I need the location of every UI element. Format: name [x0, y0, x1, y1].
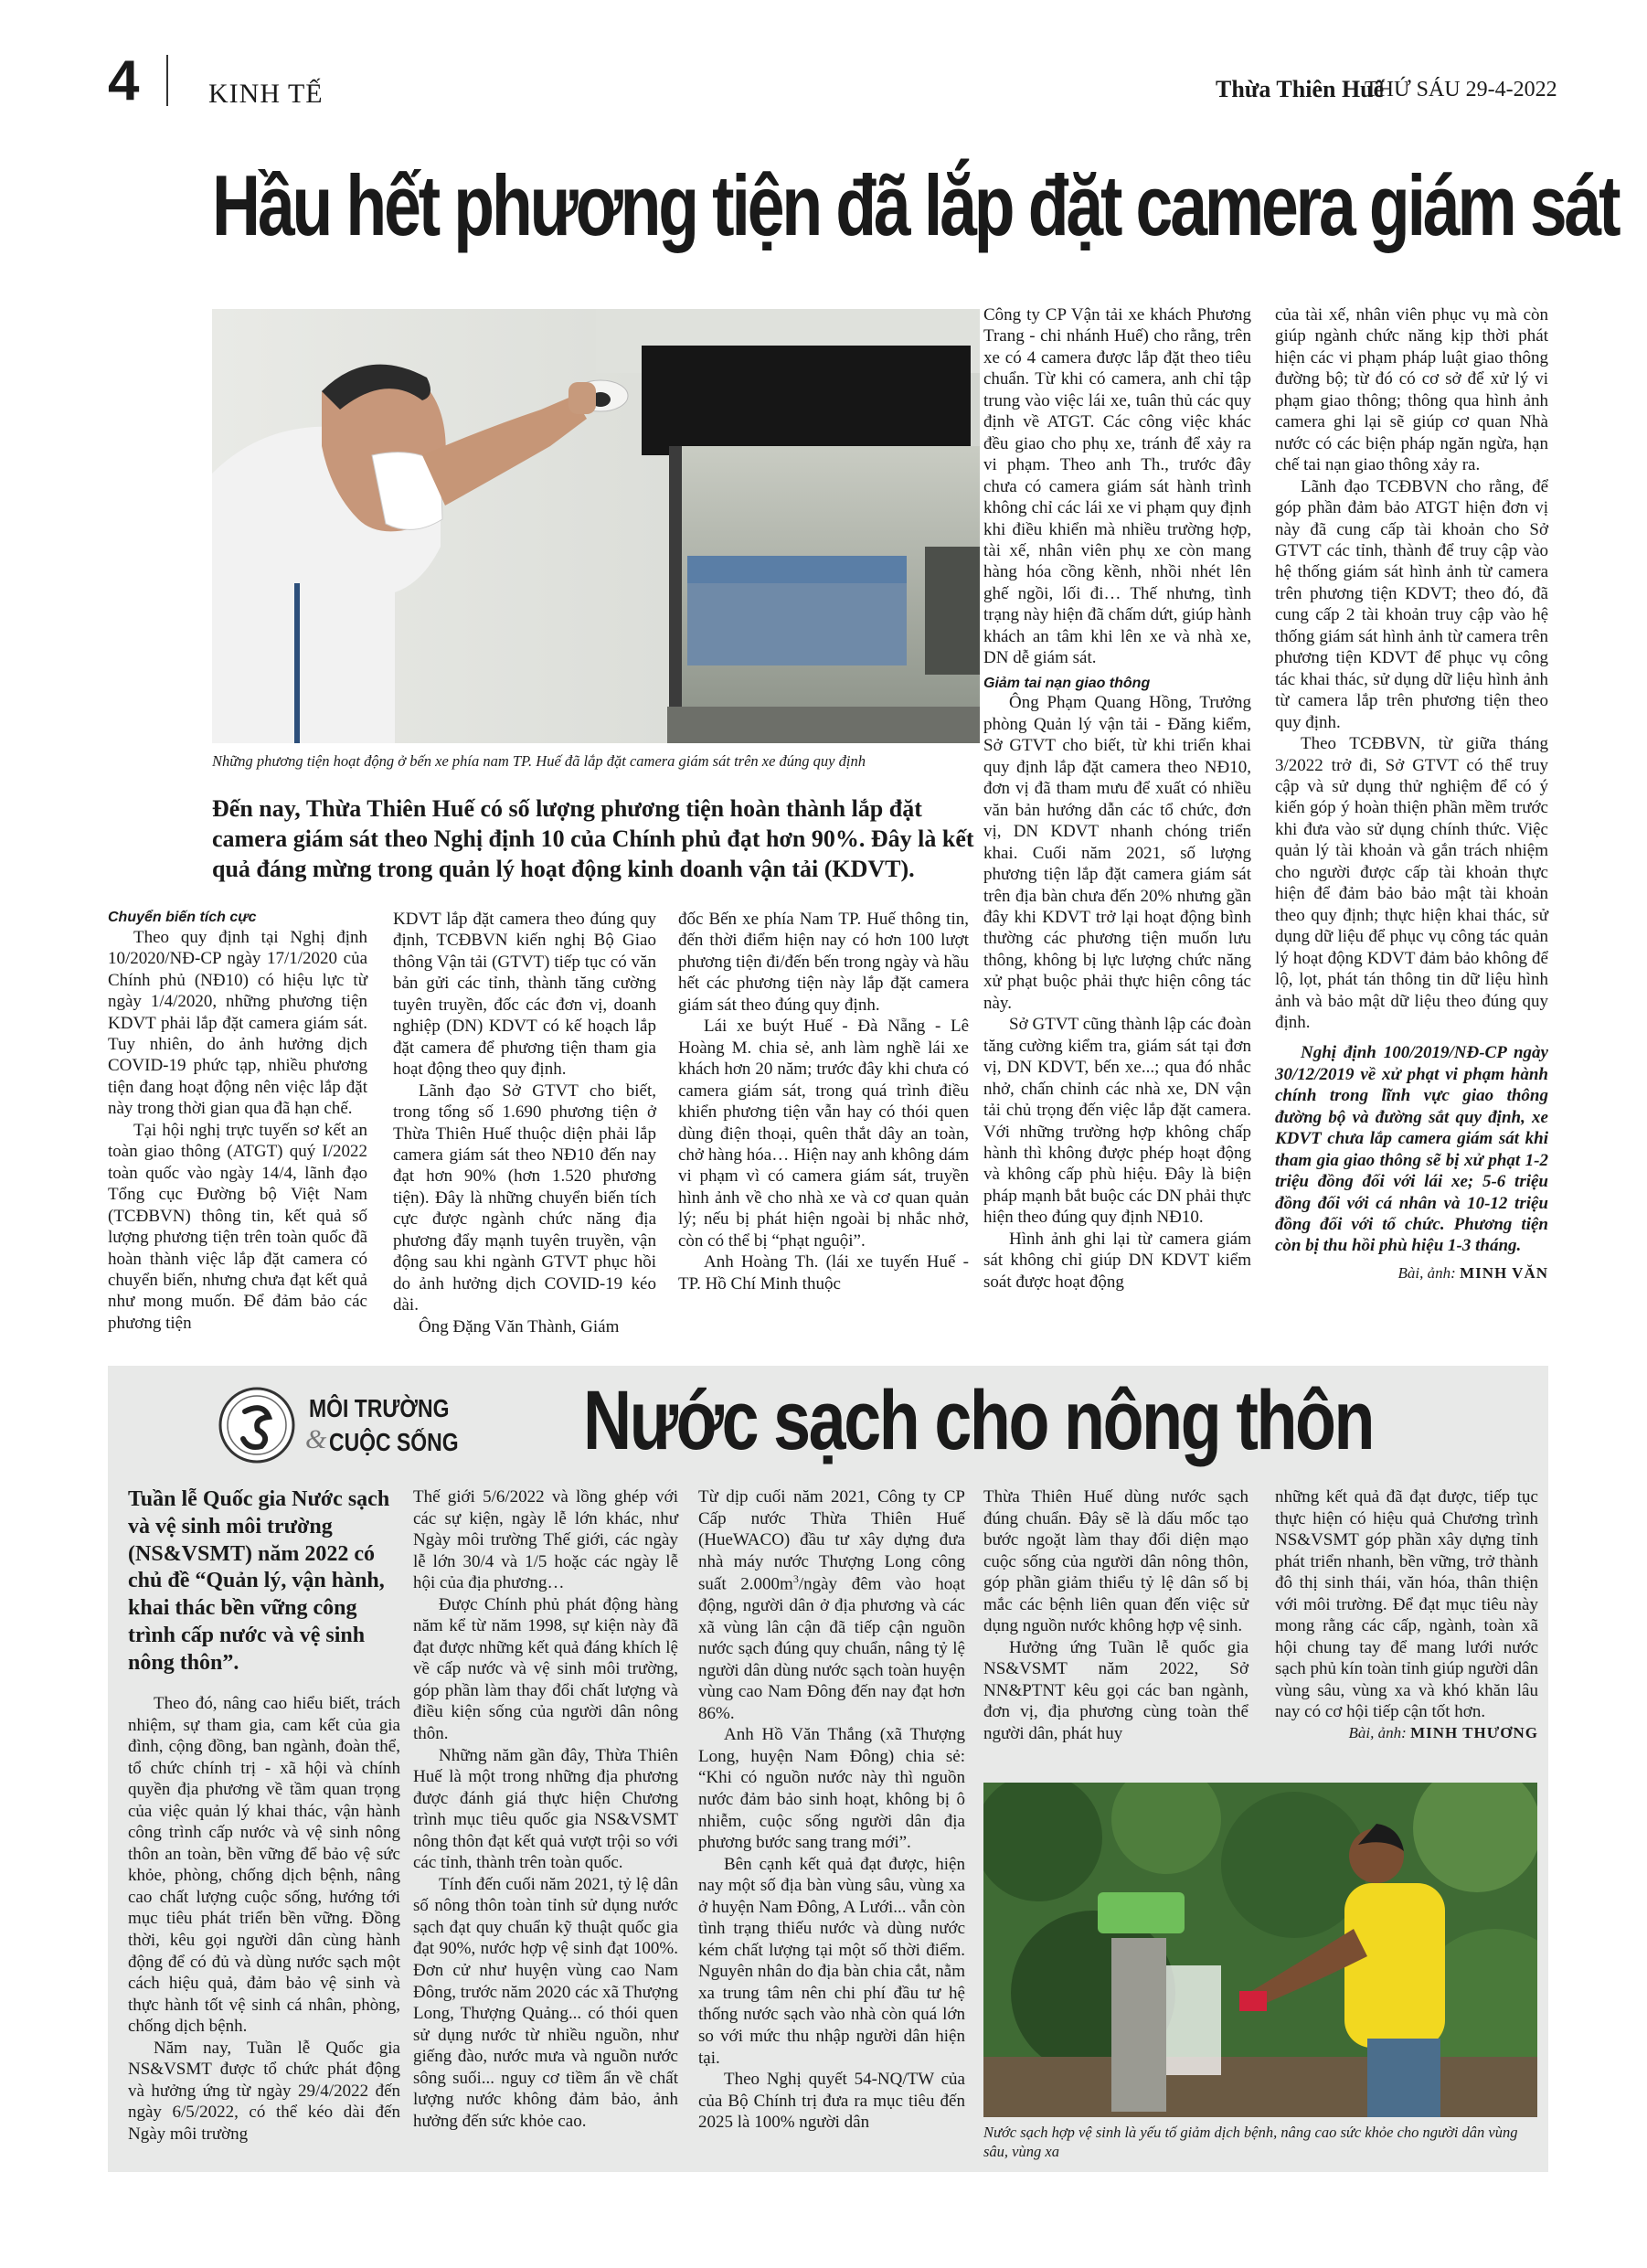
article2-headline: Nước sạch cho nông thôn: [583, 1374, 1374, 1467]
page-number: 4: [108, 49, 140, 112]
paragraph: Thừa Thiên Huế dùng nước sạch đúng chuẩn. Đây sẽ là dấu mốc tạo bước ngoặt làm thay đổi diện mạo cuộc sống của người dân nông thôn, góp phần giảm thiểu tỷ lệ dân số bị mắc các bệnh liên quan đến việc sử dụng nguồn nước không hợp vệ sinh.: [983, 1487, 1249, 1636]
logo-ampersand: &: [305, 1424, 327, 1454]
article2-sapo: Tuần lễ Quốc gia Nước sạch và vệ sinh môi trường (NS&VSMT) năm 2022 có chủ đề “Quản lý, vận hành, khai thác bền vững công trình cấp nước và vệ sinh nông thôn”.: [128, 1487, 390, 1675]
paragraph: những kết quả đã đạt được, tiếp tục thực hiện có hiệu quả Chương trình NS&VSMT góp phần xây dựng tỉnh phát triển nhanh, bền vững, trở thành đô thị sinh thái, văn hóa, thân thiện với môi trường. Để đạt mục tiêu này mong rằng các cấp, ngành, toàn xã hội chung tay để mang lưới nước sạch phủ kín toàn tỉnh giúp người dân vùng sâu, vùng xa và khó khăn lâu nay có cơ hội tiếp cận tốt hơn.: [1275, 1487, 1538, 1722]
paragraph: Được Chính phủ phát động hàng năm kể từ năm 1998, sự kiện này đã đạt được những kết quả đáng khích lệ về cấp nước và vệ sinh môi trường, góp phần làm thay đổi chất lượng và điều kiện sống của người dân nông thôn.: [413, 1594, 678, 1744]
section-subhead: Chuyển biến tích cực: [108, 910, 257, 925]
paragraph: Theo TCĐBVN, từ giữa tháng 3/2022 trở đi, Sở GTVT có thể truy cập và sử dụng thử nghiệm để có ý kiến góp ý hoàn thiện phần mềm trước khi đưa vào sử dụng chính thức. Việc quản lý tài khoản và gắn trách nhiệm cho người được cấp tài khoản thực hiện để đảm bảo bảo mật tài khoản theo quy định; thực hiện khai thác, sử dụng dữ liệu để phục vụ công tác quản lý hoạt động KDVT đảm bảo không để lộ, lọt, phát tán thông tin dữ liệu hình ảnh và bảo mật dữ liệu theo đúng quy định.: [1275, 734, 1548, 1032]
paragraph: Anh Hồ Văn Thắng (xã Thượng Long, huyện Nam Đông) chia sẻ: “Khi có nguồn nước này thì nguồn nước đảm bảo sinh hoạt, không bị ô nhiễm, cuộc sống người dân địa phương bước sang trang mới”.: [698, 1725, 965, 1853]
paragraph-part: Từ dịp cuối năm 2021, Công ty CP Cấp nước Thừa Thiên Huế (HueWACO) đầu tư xây dựng đưa nhà máy nước Thượng Long công suất 2.000m: [698, 1487, 965, 1594]
article-column-4: [983, 304, 1251, 1293]
article2-column-4: [983, 1486, 1249, 1745]
paragraph: KDVT lắp đặt camera theo đúng quy định, TCĐBVN kiến nghị Bộ Giao thông Vận tải (GTVT) tiếp tục có văn bản gửi các tỉnh, thành tăng cường tuyên truyền, đốc các đơn vị, doanh nghiệp (DN) KDVT có kế hoạch lắp đặt camera để phương tiện tham gia hoạt động theo quy định.: [393, 910, 656, 1080]
logo-text-life: CUỘC SỐNG: [329, 1428, 459, 1456]
paragraph: Sở GTVT cũng thành lập các đoàn tăng cường kiểm tra, giám sát tại đơn vị, DN KDVT, bến xe...; qua đó nhắc nhở, chấn chỉnh các nhà xe, DN vận tải chủ trọng đến việc lắp đặt camera. Với những trường hợp không chấp hành thì không được phép hoạt động và không cấp phù hiệu. Đây là biện pháp mạnh bắt buộc các DN phải thực hiện theo đúng quy định NĐ10.: [983, 1015, 1251, 1228]
paragraph: Tính đến cuối năm 2021, tỷ lệ dân số nông thôn toàn tỉnh sử dụng nước sạch đạt quy chuẩn kỹ thuật quốc gia đạt 90%, nước hợp vệ sinh đạt 100%. Đơn cử như huyện vùng cao Nam Đông, trước năm 2020 các xã Thượng Long, Thượng Quảng... có thói quen sử dụng nước từ nhiều nguồn, như giếng đào, nước mưa và nguồn nước sông suối... nguy cơ tiềm ẩn về chất lượng nước không đảm bảo, ảnh hưởng đến sức khỏe cao.: [413, 1874, 678, 2131]
legal-note: Nghị định 100/2019/NĐ-CP ngày 30/12/2019 về xử phạt vi phạm hành chính trong lĩnh vực giao thông đường bộ và đường sắt quy định, xe KDVT chưa lắp camera giám sát khi tham gia giao thông sẽ bị xử phạt 1-2 triệu đồng đối với lái xe; 5-6 triệu đồng đối với cá nhân và 10-12 triệu đồng đối với tổ chức. Phương tiện còn bị thu hồi phù hiệu 1-3 tháng.: [1275, 1043, 1548, 1256]
paragraph: Ông Đặng Văn Thành, Giám: [419, 1316, 620, 1336]
paragraph: Ông Phạm Quang Hồng, Trưởng phòng Quản lý vận tải - Đăng kiểm, Sở GTVT cho biết, từ khi triển khai quy định lắp đặt camera theo NĐ10, đơn vị đã tham mưu để xuất có nhiều văn bản hướng dẫn các tổ chức, đơn vị, DN KDVT nhanh chóng triển khai. Cuối năm 2021, số lượng phương tiện lắp đặt camera giám sát trên địa bàn chưa đến 20% nhưng gần đây khi KDVT trở lại hoạt động bình thường các phương tiện muốn lưu thông, không bị lực lượng chức năng xử phạt buộc phải thực hiện công tác này.: [983, 693, 1251, 1013]
byline: [1275, 1723, 1538, 1742]
paragraph: Tại hội nghị trực tuyến sơ kết an toàn giao thông (ATGT) quý I/2022 toàn quốc vào ngày 14/4, lãnh đạo Tổng cục Đường bộ Việt Nam (TCĐBVN) thông tin, kết quả số lượng phương tiện trên toàn quốc đã hoàn thành việc lắp đặt camera có chuyển biến, nhưng chưa đạt kết quả như mong muốn. Để đảm bảo các phương tiện: [108, 1120, 367, 1333]
byline-author: MINH VĂN: [1460, 1263, 1548, 1282]
bus-camera-photo: [212, 309, 980, 743]
publication-name: Thừa Thiên Huế: [1216, 76, 1385, 102]
paragraph: Hưởng ứng Tuần lễ quốc gia NS&VSMT năm 2022, Sở NN&PTNT kêu gọi các ban ngành, đơn vị, địa phương cùng toàn thể người dân, phát huy: [983, 1637, 1249, 1744]
article-headline: Hầu hết phương tiện đã lắp đặt camera giám sát: [212, 157, 1619, 253]
paragraph: Theo Nghị quyết 54-NQ/TW của của Bộ Chính trị đưa ra mục tiêu đến 2025 là 100% người dân: [698, 2070, 965, 2133]
article-column-5: [1275, 304, 1548, 1283]
paragraph: Anh Hoàng Th. (lái xe tuyến Huế - TP. Hồ Chí Minh thuộc: [678, 1252, 969, 1294]
article-column-3: [678, 909, 969, 1294]
paragraph: Theo đó, nâng cao hiểu biết, trách nhiệm, sự tham gia, cam kết của gia đình, cộng đồng, ban ngành, đoàn thể, tổ chức chính trị - xã hội và chính quyền địa phương về tầm quan trọng của việc quản lý khai thác, vận hành công trình cấp nước và vệ sinh nông thôn an toàn, bền vững để bảo vệ sức khỏe, phòng, chống dịch bệnh, nâng cao chất lượng cuộc sống, hướng tới mục tiêu phát triển bền vững. Đồng thời, kêu gọi người dân cùng hành động để có đủ và dùng nước sạch một cách hiệu quả, đảm bảo vệ sinh và thực hành tốt vệ sinh cá nhân, phòng, chống dịch bệnh.: [128, 1694, 400, 2037]
byline-prefix: Bài, ảnh:: [1397, 1263, 1456, 1282]
article2-column-2: [413, 1486, 678, 2132]
article2-column-5: [1275, 1486, 1538, 1742]
water-tap-photo: [983, 1783, 1537, 2117]
paragraph: Theo quy định tại Nghị định 10/2020/NĐ-CP ngày 17/1/2020 của Chính phủ (NĐ10) có hiệu lực từ ngày 1/4/2020, những phương tiện KDVT phải lắp đặt camera giám sát. Tuy nhiên, do ảnh hưởng dịch COVID-19 phức tạp, nhiều phương tiện đang hoạt động nên việc lắp đặt này trong thời gian qua đã hạn chế.: [108, 927, 367, 1119]
paragraph: Lãnh đạo TCĐBVN cho rằng, để góp phần đảm bảo ATGT hiện đơn vị này đã cung cấp tài khoản cho Sở GTVT các tỉnh, thành để truy cập vào hệ thống giám sát hình ảnh từ camera trên phương tiện KDVT; theo đó, đã cung cấp 2 tài khoản truy cập vào hệ thống giám sát hình ảnh từ camera trên phương tiện KDVT để phục vụ công tác khai thác, sử dụng dữ liệu hình ảnh từ camera lắp trên phương tiện theo quy định.: [1275, 476, 1548, 732]
byline: [1275, 1264, 1548, 1283]
byline-prefix: Bài, ảnh:: [1348, 1724, 1407, 1742]
paragraph: [698, 1486, 965, 1724]
issue-date: THỨ SÁU 29-4-2022: [1365, 78, 1557, 101]
superscript: 3: [792, 1572, 799, 1586]
section-subhead: Giảm tai nạn giao thông: [983, 675, 1151, 691]
paragraph-part: /ngày đêm vào hoạt động, người dân ở địa phương và các xã vùng lân cận đã tiếp cận nguồn nước sạch đúng quy chuẩn, nâng tỷ lệ người dân dùng nước sạch toàn huyện vùng cao Nam Đông đến nay đạt hơn 86%.: [698, 1574, 965, 1723]
paragraph: Hình ảnh ghi lại từ camera giám sát không chỉ giúp DN KDVT kiểm soát được hoạt động: [983, 1229, 1251, 1292]
paragraph: Năm nay, Tuần lễ Quốc gia NS&VSMT được tổ chức phát động và hưởng ứng từ ngày 29/4/2022 đến ngày 6/5/2022, có thể kéo dài đến Ngày môi trường: [128, 2038, 400, 2144]
photo-caption-2: Nước sạch hợp vệ sinh là yếu tố giảm dịch bệnh, nâng cao sức khỏe cho người dân vùng sâu, vùng xa: [983, 2124, 1518, 2161]
photo-caption: Những phương tiện hoạt động ở bến xe phía nam TP. Huế đã lắp đặt camera giám sát trên xe đúng quy định: [212, 752, 866, 770]
environment-logo-icon: [218, 1386, 296, 1464]
article-column-1: [108, 909, 367, 1334]
paragraph: đốc Bến xe phía Nam TP. Huế thông tin, đến thời điểm hiện nay có hơn 100 lượt phương tiện đi/đến bến trong ngày và hầu hết các phương tiện này lắp đặt camera giám sát theo đúng quy định.: [678, 910, 969, 1015]
paragraph: Lãnh đạo Sở GTVT cho biết, trong tổng số 1.690 phương tiện ở Thừa Thiên Huế thuộc diện phải lắp camera giám sát theo NĐ10 đến nay đạt hơn 90% (hơn 1.520 phương tiện). Đây là những chuyển biến tích cực được ngành chức năng địa phương đẩy mạnh tuyên truyền, vận động sau khi ngành GTVT phục hồi do ảnh hưởng dịch COVID-19 kéo dài.: [393, 1081, 656, 1315]
paragraph: Lái xe buýt Huế - Đà Nẵng - Lê Hoàng M. chia sẻ, anh làm nghề lái xe khách hơn 20 năm; trước đây khi chưa có camera giám sát, trong quá trình điều khiển phương tiện vẫn hay có thói quen dùng điện thoại, quên thắt dây an toàn, chở hàng hóa… Hiện nay anh không dám vi phạm vì có camera giám sát, truyền hình ảnh về cho nhà xe và cơ quan quản lý; nếu bị phát hiện ngoài bị nhắc nhở, còn có thể bị “phạt nguội”.: [678, 1017, 969, 1251]
article2-column-1: [128, 1693, 400, 2145]
article2-column-3: [698, 1486, 965, 2134]
paragraph: của tài xế, nhân viên phục vụ mà còn giúp ngành chức năng kịp thời phát hiện các vi phạm pháp luật giao thông đường bộ; từ đó có cơ sở để xử lý vi phạm giao thông; thông qua hình ảnh camera ghi lại sẽ giúp cơ quan Nhà nước có các biện pháp ngăn ngừa, hạn chế tai nạn giao thông xảy ra.: [1275, 305, 1548, 475]
article-column-2: [393, 909, 656, 1337]
article-lead: Đến nay, Thừa Thiên Huế có số lượng phương tiện hoàn thành lắp đặt camera giám sát theo Nghị định 10 của Chính phủ đạt hơn 90%. Đây là kết quả đáng mừng trong quản lý hoạt động kinh doanh vận tải (KDVT).: [212, 795, 974, 883]
paragraph: Công ty CP Vận tải xe khách Phương Trang - chi nhánh Huế) cho rằng, trên xe có 4 camera được lắp đặt theo tiêu chuẩn. Từ khi có camera, anh chỉ tập trung vào việc lái xe, tuân thủ các quy định về ATGT. Các công việc khác đều giao cho phụ xe, tránh để xảy ra vi phạm. Theo anh Th., trước đây chưa có camera giám sát hành trình không chỉ các lái xe vi phạm quy định khi điều khiển mà nhiều trường hợp, tài xế, nhân viên phụ xe còn mang hàng hóa cồng kềnh, nhồi nhét lên ghế ngồi, lối đi… Thế nhưng, tình trạng này hiện đã chấm dứt, giúp hành khách an tâm khi lên xe và nhà xe, DN dễ giám sát.: [983, 305, 1251, 668]
byline-author: MINH THƯƠNG: [1410, 1724, 1538, 1742]
section-name: KINH TẾ: [208, 79, 324, 109]
paragraph: Bên cạnh kết quả đạt được, hiện nay một số địa bàn vùng sâu, vùng xa ở huyện Nam Đông, A Lưới... vẫn còn tình trạng thiếu nước và dùng nước kém chất lượng tại một số thời điểm. Nguyên nhân do địa bàn chia cắt, nằm xa trung tâm nên chi phí đầu tư hệ thống nước sạch vào nhà còn quá lớn so với mức thu nhập người dân hiện tại.: [698, 1854, 965, 2068]
paragraph: Thế giới 5/6/2022 và lồng ghép với các sự kiện, ngày lễ lớn khác, như Ngày môi trường Thế giới, các ngày lễ lớn 30/4 và 1/5 hoặc các ngày lễ hội của địa phương…: [413, 1487, 678, 1593]
header-divider: [166, 55, 168, 106]
logo-text-environment: MÔI TRƯỜNG: [309, 1394, 450, 1422]
paragraph: Những năm gần đây, Thừa Thiên Huế là một trong những địa phương được đánh giá thực hiện Chương trình mục tiêu quốc gia NS&VSMT nông thôn đạt kết quả vượt trội so với các tỉnh, thành trên toàn quốc.: [413, 1745, 678, 1873]
